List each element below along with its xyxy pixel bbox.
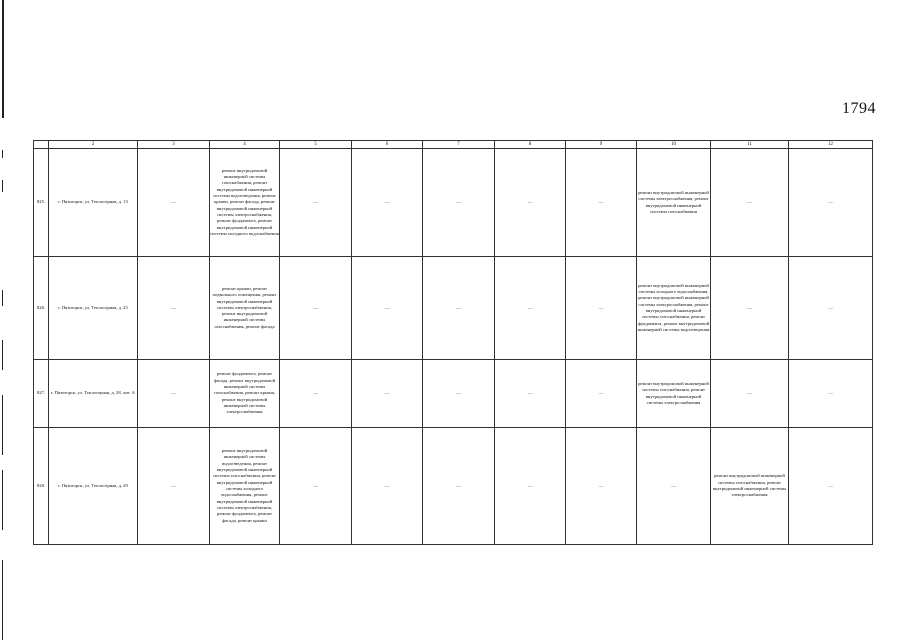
table-cell: — — [495, 428, 566, 545]
scan-edge-mark — [2, 0, 4, 118]
column-number-row — [34, 141, 873, 149]
table-cell: — — [789, 360, 873, 428]
scan-edge-mark — [2, 560, 3, 640]
works-cell: ремонт внутридомовой инженерной системы газоснабжения, ремонт внутридомовой инженерной системы электроснабжения — [637, 360, 711, 428]
works-cell: ремонт внутридомовой инженерной системы холодного водоснабжения, ремонт внутридомовой инженерной системы электроснабжения, ремонт внутридомовой инженерной системы газоснабжения, ремонт фундамента, ремонт внутридомовой инженерной системы водоотведения — [637, 257, 711, 360]
table-row — [34, 360, 873, 428]
table-cell: — — [280, 428, 352, 545]
table-cell: — — [495, 360, 566, 428]
works-cell: ремонт внутридомовой инженерной системы электроснабжения, ремонт внутридомовой инженерной системы газоснабжения — [637, 149, 711, 257]
works-cell: ремонт внутридомовой инженерной системы газоснабжения, ремонт внутридомовой инженерной системы электроснабжения — [711, 428, 789, 545]
table-row — [34, 428, 873, 545]
row-number: 827. — [34, 360, 49, 428]
table-row — [34, 257, 873, 360]
table-cell: — — [352, 149, 423, 257]
table-cell: — — [138, 257, 210, 360]
table-cell: — — [789, 428, 873, 545]
table-cell: — — [495, 257, 566, 360]
table-cell: — — [566, 257, 637, 360]
table-cell: — — [280, 149, 352, 257]
row-number: 825. — [34, 149, 49, 257]
repair-works-table — [33, 140, 873, 545]
column-header: 10 — [637, 141, 711, 149]
table-cell: — — [789, 257, 873, 360]
table-cell: — — [566, 149, 637, 257]
column-header: 4 — [210, 141, 280, 149]
table-cell: — — [138, 360, 210, 428]
table-cell: — — [423, 360, 495, 428]
column-header: 9 — [566, 141, 637, 149]
page-number: 1794 — [842, 100, 876, 117]
table-cell: — — [711, 149, 789, 257]
table-cell: — — [138, 149, 210, 257]
column-header: 7 — [423, 141, 495, 149]
table-cell: — — [352, 257, 423, 360]
scan-edge-mark — [2, 180, 3, 192]
table-cell: — — [566, 428, 637, 545]
table-cell: — — [138, 428, 210, 545]
scan-edge-mark — [2, 470, 3, 530]
table-cell: — — [352, 428, 423, 545]
table-cell: — — [280, 257, 352, 360]
table-cell: — — [637, 428, 711, 545]
works-cell: ремонт внутридомовой инженерной системы водоотведения, ремонт внутридомовой инженерной системы газоснабжения, ремонт внутридомовой инженерной системы холодного водоснабжения, ремонт внутридомовой инженерной системы электроснабжения, ремонт фундамента, ремонт фасада, ремонт крыши — [210, 428, 280, 545]
works-cell: ремонт фундамента, ремонт фасада, ремонт внутридомовой инженерной системы газоснабжения, ремонт крыши, ремонт внутридомовой инженерной системы электроснабжения — [210, 360, 280, 428]
scan-edge-mark — [2, 340, 3, 370]
column-header: 3 — [138, 141, 210, 149]
column-header: 6 — [352, 141, 423, 149]
scan-edge-mark — [2, 150, 3, 158]
table-cell: — — [495, 149, 566, 257]
column-header: 2 — [49, 141, 138, 149]
column-header: 12 — [789, 141, 873, 149]
address-cell: г. Пятигорск, ул. Теплосерная, д. 28, лит. А — [49, 360, 138, 428]
works-cell: ремонт внутридомовой инженерной системы газоснабжения, ремонт внутридомовой инженерной системы водоотведения, ремонт крыши, ремонт фасада, ремонт внутридомовой инженерной системы электроснабжения, ремонт фундамента, ремонт внутридомовой инженерной системы холодного водоснабжения — [210, 149, 280, 257]
table-cell: — — [423, 428, 495, 545]
column-header: 5 — [280, 141, 352, 149]
table-cell: — — [711, 360, 789, 428]
table-cell: — — [566, 360, 637, 428]
address-cell: г. Пятигорск, ул. Теплосерная, д. 29 — [49, 428, 138, 545]
row-number: 828. — [34, 428, 49, 545]
row-number: 826. — [34, 257, 49, 360]
table-cell: — — [423, 257, 495, 360]
table-cell: — — [789, 149, 873, 257]
table-row — [34, 149, 873, 257]
table-cell: — — [423, 149, 495, 257]
address-cell: г. Пятигорск, ул. Теплосерная, д. 13 — [49, 149, 138, 257]
column-header — [34, 141, 49, 149]
table-cell: — — [711, 257, 789, 360]
column-header: 11 — [711, 141, 789, 149]
table-cell: — — [280, 360, 352, 428]
address-cell: г. Пятигорск, ул. Теплосерная, д. 25 — [49, 257, 138, 360]
scan-edge-mark — [2, 395, 3, 455]
works-cell: ремонт крыши, ремонт подвального помещения, ремонт внутридомовой инженерной системы электроснабжения, ремонт внутридомовой инженерной системы газоснабжения, ремонт фасада — [210, 257, 280, 360]
scan-edge-mark — [2, 290, 3, 306]
column-header: 8 — [495, 141, 566, 149]
table-cell: — — [352, 360, 423, 428]
